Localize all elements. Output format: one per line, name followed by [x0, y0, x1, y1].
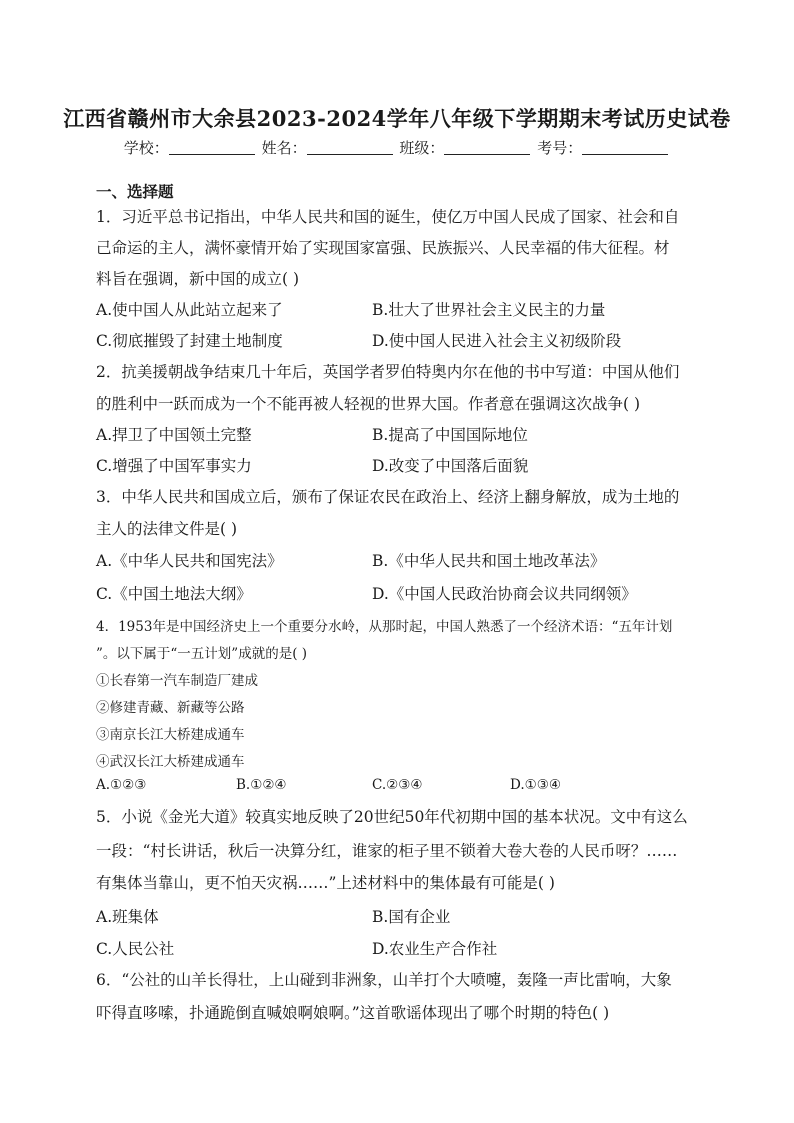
question-4-line: ”。以下属于“一五计划”成就的是( ): [96, 646, 308, 662]
q2-option-a[interactable]: A.捍卫了中国领土完整: [96, 426, 252, 444]
q4-item: ②修建青藏、新藏等公路: [96, 700, 245, 716]
question-2-line: 2．抗美援朝战争结束几十年后，英国学者罗伯特奥内尔在他的书中写道：中国从他们: [96, 363, 680, 381]
q5-option-d[interactable]: D.农业生产合作社: [372, 940, 498, 958]
question-1-line: 己命运的主人，满怀豪情开始了实现国家富强、民族振兴、人民幸福的伟大征程。材: [96, 239, 670, 257]
question-1-line: 料旨在强调，新中国的成立( ): [96, 270, 300, 288]
question-5-line: 5．小说《金光大道》较真实地反映了20世纪50年代初期中国的基本状况。文中有这么: [96, 808, 688, 826]
q1-option-d[interactable]: D.使中国人民进入社会主义初级阶段: [372, 332, 622, 350]
question-6-line: 吓得直哆嗦，扑通跪倒直喊娘啊娘啊。”这首歌谣体现出了哪个时期的特色( ): [96, 1004, 610, 1022]
question-5-line: 有集体当靠山，更不怕天灾祸……”上述材料中的集体最有可能是( ): [96, 874, 555, 892]
question-6-line: 6．“公社的山羊长得壮，上山碰到非洲象，山羊打个大喷嚏，轰隆一声比雷响，大象: [96, 971, 672, 989]
q2-option-d[interactable]: D.改变了中国落后面貌: [372, 457, 529, 475]
q4-item: ③南京长江大桥建成通车: [96, 727, 245, 743]
section-heading: 一、选择题: [96, 182, 174, 201]
q4-option-d[interactable]: D.①③④: [510, 777, 561, 793]
q3-option-c[interactable]: C.《中国土地法大纲》: [96, 585, 252, 603]
question-1-line: 1．习近平总书记指出，中华人民共和国的诞生，使亿万中国人民成了国家、社会和自: [96, 208, 680, 226]
q1-option-c[interactable]: C.彻底摧毁了封建土地制度: [96, 332, 283, 350]
name-field[interactable]: 姓名：: [262, 137, 395, 158]
q4-item: ④武汉长江大桥建成通车: [96, 754, 245, 770]
question-5-line: 一段：“村长讲话，秋后一决算分红，谁家的柜子里不锁着大卷大卷的人民币呀？……: [96, 842, 678, 860]
q4-item: ①长春第一汽车制造厂建成: [96, 673, 258, 689]
q2-option-c[interactable]: C.增强了中国军事实力: [96, 457, 252, 475]
question-3-line: 主人的法律文件是( ): [96, 520, 238, 538]
q5-option-b[interactable]: B.国有企业: [372, 908, 451, 926]
question-4-line: 4．1953年是中国经济史上一个重要分水岭，从那时起，中国人熟悉了一个经济术语：“五年计划: [96, 619, 673, 635]
q3-option-b[interactable]: B.《中华人民共和国土地改革法》: [372, 552, 606, 570]
q1-option-a[interactable]: A.使中国人从此站立起来了: [96, 301, 283, 319]
q5-option-a[interactable]: A.班集体: [96, 908, 159, 926]
exam-number-field[interactable]: 考号：: [537, 137, 670, 158]
q4-option-b[interactable]: B.①②④: [236, 777, 287, 793]
school-field[interactable]: 学校：: [124, 137, 257, 158]
q3-option-d[interactable]: D.《中国人民政治协商会议共同纲领》: [372, 585, 637, 603]
q1-option-b[interactable]: B.壮大了世界社会主义民主的力量: [372, 301, 606, 319]
exam-title: 江西省赣州市大余县2023-2024学年八年级下学期期末考试历史试卷: [63, 106, 731, 131]
q2-option-b[interactable]: B.提高了中国国际地位: [372, 426, 528, 444]
q5-option-c[interactable]: C.人民公社: [96, 940, 175, 958]
question-2-line: 的胜利中一跃而成为一个不能再被人轻视的世界大国。作者意在强调这次战争( ): [96, 395, 641, 413]
q4-option-c[interactable]: C.②③④: [372, 777, 423, 793]
q3-option-a[interactable]: A.《中华人民共和国宪法》: [96, 552, 283, 570]
question-3-line: 3．中华人民共和国成立后，颁布了保证农民在政治上、经济上翻身解放，成为土地的: [96, 488, 680, 506]
class-field[interactable]: 班级：: [399, 137, 532, 158]
q4-option-a[interactable]: A.①②③: [96, 777, 147, 793]
student-info-row: [0, 137, 794, 158]
